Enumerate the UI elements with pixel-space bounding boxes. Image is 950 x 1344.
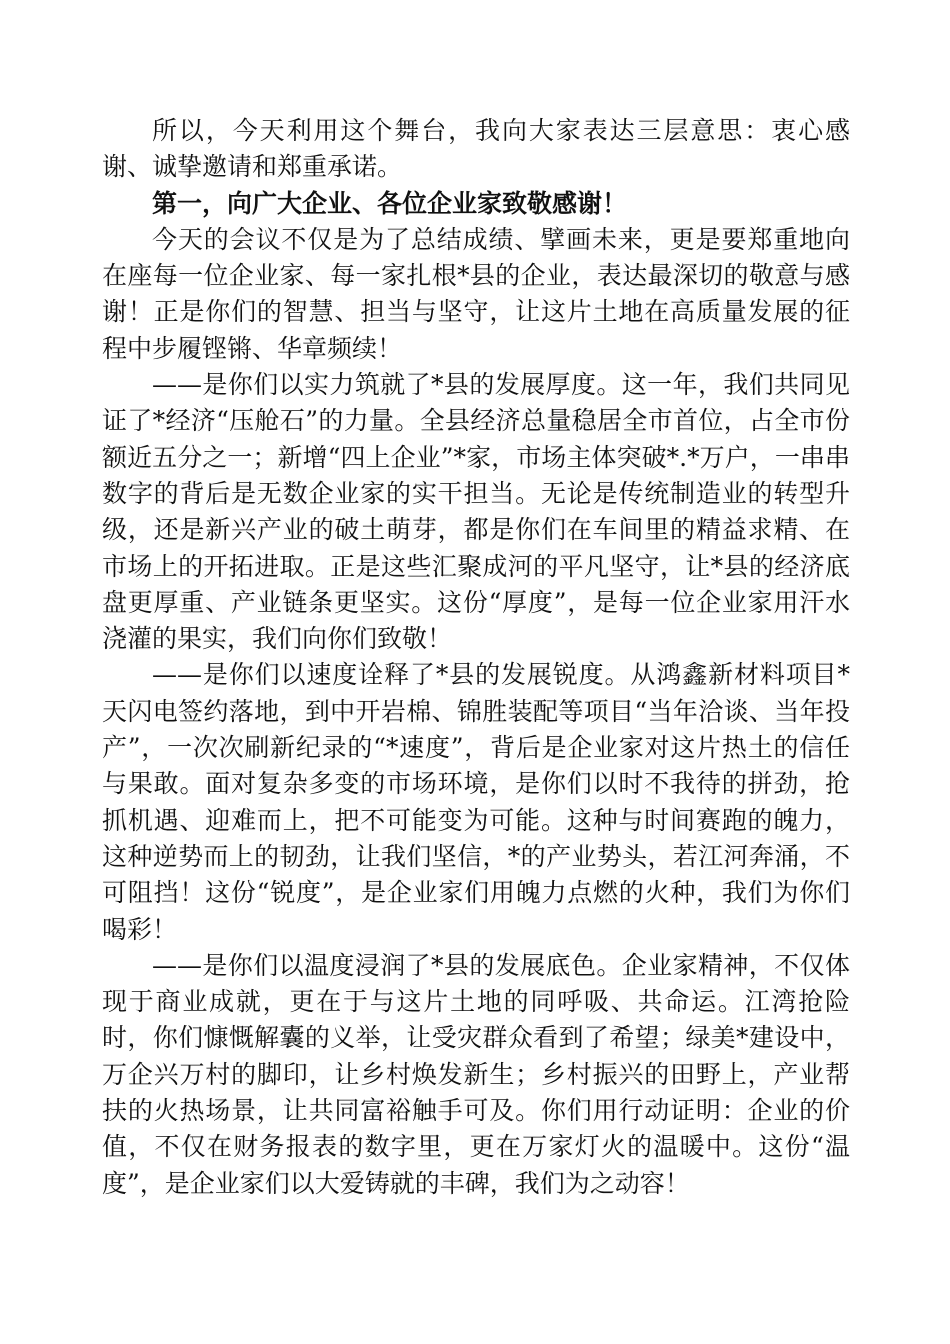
thanks-paragraph: 今天的会议不仅是为了总结成绩、擘画未来，更是要郑重地向在座每一位企业家、每一家扎根*县的企业，表达最深切的敬意与感谢！正是你们的智慧、担当与坚守，让这片土地在高质量发展的征程中步履铿锵、华章频续！ bbox=[102, 224, 850, 363]
intro-paragraph: 所以，今天利用这个舞台，我向大家表达三层意思：衷心感谢、诚挚邀请和郑重承诺。 bbox=[102, 116, 850, 182]
thickness-paragraph: ——是你们以实力筑就了*县的发展厚度。这一年，我们共同见证了*经济“压舱石”的力量。全县经济总量稳居全市首位，占全市份额近五分之一；新增“四上企业”*家，市场主体突破*.*万户，一串串数字的背后是无数企业家的实干担当。无论是传统制造业的转型升级，还是新兴产业的破土萌芽，都是你们在车间里的精益求精、在市场上的开拓进取。正是这些汇聚成河的平凡坚守，让*县的经济底盘更厚重、产业链条更坚实。这份“厚度”，是每一位企业家用汗水浇灌的果实，我们向你们致敬！ bbox=[102, 370, 850, 654]
document-body bbox=[102, 113, 850, 1202]
warmth-paragraph: ——是你们以温度浸润了*县的发展底色。企业家精神，不仅体现于商业成就，更在于与这片土地的同呼吸、共命运。江湾抢险时，你们慷慨解囊的义举，让受灾群众看到了希望；绿美*建设中，万企兴万村的脚印，让乡村焕发新生；乡村振兴的田野上，产业帮扶的火热场景，让共同富裕触手可及。你们用行动证明：企业的价值，不仅在财务报表的数字里，更在万家灯火的温暖中。这份“温度”，是企业家们以大爱铸就的丰碑，我们为之动容！ bbox=[102, 950, 850, 1198]
sharpness-paragraph: ——是你们以速度诠释了*县的发展锐度。从鸿鑫新材料项目*天闪电签约落地，到中开岩棉、锦胜装配等项目“当年洽谈、当年投产”，一次次刷新纪录的“*速度”，背后是企业家对这片热土的信任与果敢。面对复杂多变的市场环境，是你们以时不我待的拼劲，抢抓机遇、迎难而上，把不可能变为可能。这种与时间赛跑的魄力，这种逆势而上的韧劲，让我们坚信，*的产业势头，若江河奔涌，不可阻挡！这份“锐度”，是企业家们用魄力点燃的火种，我们为你们喝彩！ bbox=[102, 660, 850, 944]
section-heading: 第一，向广大企业、各位企业家致敬感谢！ bbox=[152, 188, 628, 218]
